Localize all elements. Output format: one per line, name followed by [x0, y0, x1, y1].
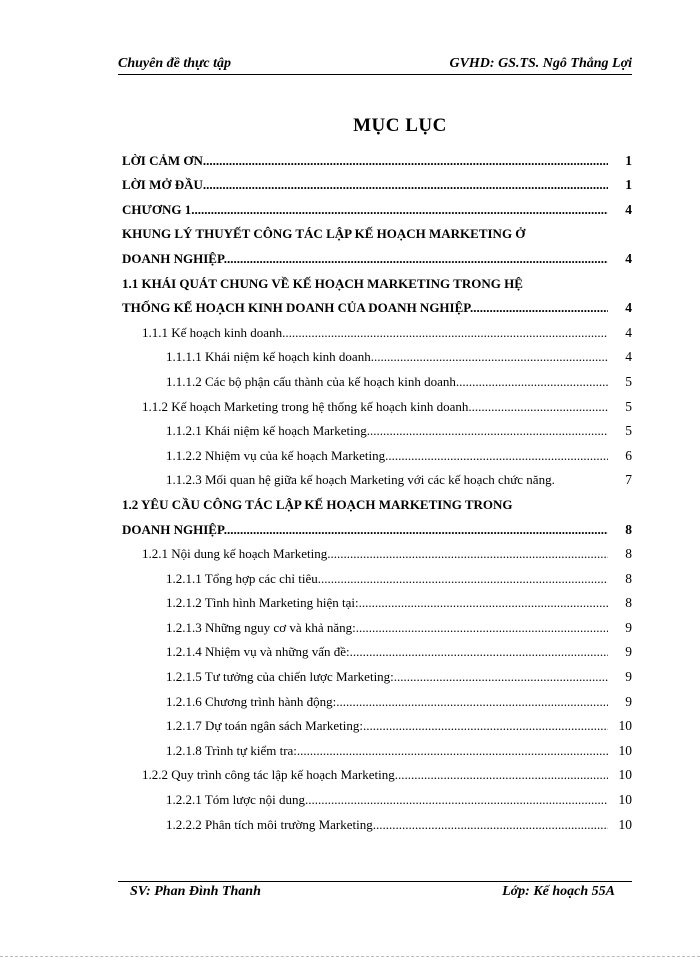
- toc-dot-leader: [373, 817, 608, 833]
- toc-entry-label: 1.2.1.1 Tổng hợp các chỉ tiêu: [166, 570, 318, 586]
- toc-entry: [122, 734, 632, 759]
- toc-page-number: 9: [625, 669, 632, 685]
- toc-entry-label: 1.1.2.2 Nhiệm vụ của kế hoạch Marketing: [166, 447, 386, 463]
- table-of-contents: [122, 144, 632, 833]
- toc-dot-leader: [472, 399, 608, 415]
- toc-page-number: 8: [625, 546, 632, 562]
- toc-page-number: 5: [625, 373, 632, 389]
- toc-entry-label: 1.1.1.2 Các bộ phận cấu thành của kế hoạch kinh doanh.: [166, 373, 460, 389]
- toc-entry: [122, 292, 632, 317]
- header-supervisor: GVHD: GS.TS. Ngô Thắng Lợi: [449, 56, 632, 71]
- toc-entry: [122, 783, 632, 808]
- toc-entry-label: 1.2.1.3 Những nguy cơ và khả năng:: [166, 619, 356, 635]
- toc-dot-leader: [459, 374, 608, 390]
- toc-entry-label: KHUNG LÝ THUYẾT CÔNG TÁC LẬP KẾ HOẠCH MARKETING Ở: [122, 226, 526, 242]
- toc-entry: [122, 513, 632, 538]
- toc-dot-leader: [203, 153, 608, 169]
- toc-entry-label: 1.2.1 Nội dung kế hoạch Marketing.: [142, 546, 331, 562]
- toc-entry-label: 1.1 KHÁI QUÁT CHUNG VỀ KẾ HOẠCH MARKETING TRONG HỆ: [122, 275, 523, 291]
- toc-entry: [122, 267, 632, 292]
- toc-entry: [122, 390, 632, 415]
- toc-entry-label: THỐNG KẾ HOẠCH KINH DOANH CỦA DOANH NGHIỆP.: [122, 300, 474, 316]
- header-divider: [118, 74, 632, 75]
- toc-entry-label: 1.2.2.2 Phân tích môi trường Marketing: [166, 816, 373, 832]
- toc-entry-label: 1.2.2.1 Tóm lược nội dung: [166, 792, 305, 808]
- toc-entry-label: 1.2.1.7 Dự toán ngân sách Marketing:: [166, 718, 363, 734]
- toc-entry: [122, 242, 632, 267]
- toc-entry: [122, 636, 632, 661]
- toc-entry-label: DOANH NGHIỆP.: [122, 521, 227, 537]
- toc-entry: [122, 538, 632, 563]
- toc-entry-label: 1.1.2.1 Khái niệm kế hoạch Marketing: [166, 423, 367, 439]
- toc-page-number: 8: [625, 595, 632, 611]
- toc-dot-leader: [203, 177, 608, 193]
- toc-dot-leader: [367, 423, 608, 439]
- toc-entry: [122, 193, 632, 218]
- toc-dot-leader: [227, 522, 608, 538]
- toc-entry: [122, 439, 632, 464]
- toc-entry-label: 1.2.1.4 Nhiệm vụ và những vấn đề:: [166, 644, 350, 660]
- page-bottom-divider: [0, 956, 700, 957]
- page-footer: [130, 884, 615, 904]
- toc-page-number: 1: [625, 177, 632, 193]
- page-header: [118, 52, 632, 72]
- toc-dot-leader: [359, 595, 608, 611]
- toc-page-number: 9: [625, 693, 632, 709]
- page-title: MỤC LỤC: [353, 115, 447, 136]
- toc-entry: [122, 808, 632, 833]
- toc-entry: [122, 488, 632, 513]
- toc-dot-leader: [363, 718, 608, 734]
- toc-entry-label: 1.1.1 Kế hoạch kinh doanh.: [142, 324, 286, 340]
- toc-page-number: 8: [625, 521, 632, 537]
- toc-entry-label: 1.2.1.2 Tình hình Marketing hiện tại:: [166, 595, 359, 611]
- toc-entry-label: 1.2.2 Quy trình công tác lập kế hoạch Marketing.: [142, 767, 398, 783]
- toc-page-number: 4: [625, 250, 632, 266]
- toc-entry-label: 1.2 YÊU CẦU CÔNG TÁC LẬP KẾ HOẠCH MARKETING TRONG: [122, 496, 513, 512]
- toc-dot-leader: [305, 792, 608, 808]
- toc-page-number: 10: [618, 718, 632, 734]
- toc-entry: [122, 169, 632, 194]
- toc-page-number: 10: [618, 792, 632, 808]
- toc-page-number: 10: [618, 742, 632, 758]
- toc-entry: [122, 415, 632, 440]
- toc-page-number: 9: [625, 619, 632, 635]
- toc-dot-leader: [318, 571, 608, 587]
- footer-class: Lớp: Kế hoạch 55A: [502, 884, 615, 899]
- toc-entry: [122, 685, 632, 710]
- toc-dot-leader: [330, 546, 608, 562]
- toc-page-number: 6: [625, 447, 632, 463]
- header-course-title: Chuyên đề thực tập: [118, 56, 232, 71]
- toc-dot-leader: [398, 767, 608, 783]
- toc-page-number: 4: [625, 201, 632, 217]
- toc-entry-label: 1.1.2.3 Mối quan hệ giữa kế hoạch Marketing với các kế hoạch chức năng.: [166, 472, 555, 488]
- footer-divider: [118, 881, 632, 882]
- toc-page-number: 4: [625, 349, 632, 365]
- footer-student: SV: Phan Đình Thanh: [130, 884, 261, 899]
- toc-page-number: 10: [618, 767, 632, 783]
- toc-page-number: 4: [625, 324, 632, 340]
- toc-dot-leader: [191, 202, 608, 218]
- toc-entry-label: CHƯƠNG 1: [122, 201, 192, 217]
- toc-dot-leader: [473, 300, 608, 316]
- toc-dot-leader: [285, 325, 608, 341]
- toc-entry-label: 1.2.1.5 Tư tưởng của chiến lược Marketing:: [166, 669, 394, 685]
- toc-page-number: 5: [625, 398, 632, 414]
- toc-entry: [122, 218, 632, 243]
- toc-entry-label: 1.2.1.8 Trình tự kiểm tra:: [166, 742, 297, 758]
- toc-entry: [122, 759, 632, 784]
- toc-entry-label: 1.2.1.6 Chương trình hành động:: [166, 693, 337, 709]
- toc-entry: [122, 660, 632, 685]
- toc-entry: [122, 710, 632, 735]
- toc-entry: [122, 562, 632, 587]
- toc-entry-label: DOANH NGHIỆP.: [122, 250, 227, 266]
- toc-entry: [122, 611, 632, 636]
- toc-dot-leader: [394, 669, 608, 685]
- toc-page-number: 10: [618, 816, 632, 832]
- toc-entry-label: LỜI CẢM ƠN: [122, 152, 203, 168]
- toc-entry: [122, 587, 632, 612]
- toc-page-number: 5: [625, 423, 632, 439]
- toc-entry: [122, 464, 632, 489]
- toc-page-number: 1: [625, 152, 632, 168]
- toc-page-number: 4: [625, 300, 632, 316]
- toc-dot-leader: [374, 349, 608, 365]
- toc-dot-leader: [336, 694, 608, 710]
- toc-page-number: 8: [625, 570, 632, 586]
- toc-dot-leader: [356, 620, 608, 636]
- toc-entry: [122, 341, 632, 366]
- toc-page-number: 7: [625, 472, 632, 488]
- toc-entry: [122, 144, 632, 169]
- toc-page-number: 9: [625, 644, 632, 660]
- toc-entry-label: 1.1.2 Kế hoạch Marketing trong hệ thống kế hoạch kinh doanh.: [142, 398, 472, 414]
- toc-entry: [122, 365, 632, 390]
- toc-dot-leader: [350, 644, 608, 660]
- toc-entry-label: LỜI MỞ ĐẦU: [122, 177, 203, 193]
- toc-dot-leader: [385, 448, 608, 464]
- toc-dot-leader: [227, 251, 608, 267]
- toc-dot-leader: [297, 743, 608, 759]
- toc-entry-label: 1.1.1.1 Khái niệm kế hoạch kinh doanh.: [166, 349, 374, 365]
- toc-entry: [122, 316, 632, 341]
